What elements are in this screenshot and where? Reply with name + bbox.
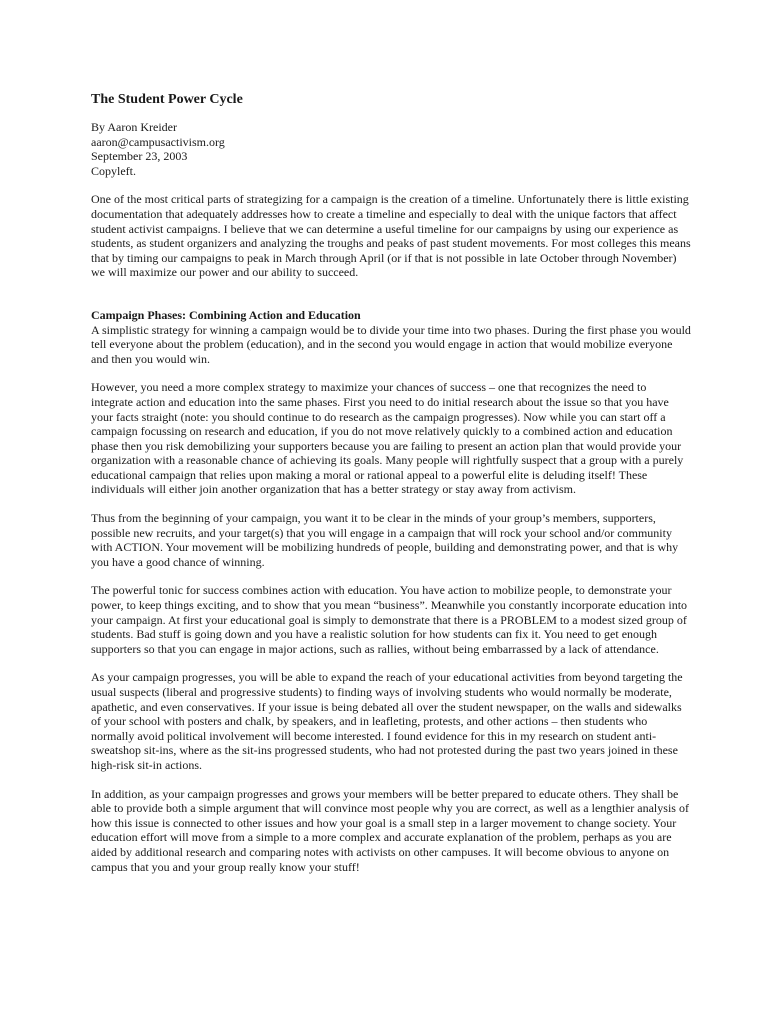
intro-paragraph: One of the most critical parts of strategizing for a campaign is the creation of a timeline. Unfortunately there is little existing documentation that adequately addresses how to create a timeline and especially to deal with the unique factors that affect student activist campaigns. I believe that we can determine a useful timeline for our campaigns by using our experience as students, as student organizers and analyzing the troughs and peaks of past student movements. For most colleges this means that by timing our campaigns to peak in March through April (or if that is not possible in late October through November) we will maximize our power and our ability to succeed. — [91, 192, 691, 280]
body-paragraph-5: As your campaign progresses, you will be able to expand the reach of your educational activities from beyond targeting the usual suspects (liberal and progressive students) to finding ways of involving students who would normally be moderate, apathetic, and even conservatives. If your issue is being debated all over the student newspaper, on the walls and sidewalks of your school with posters and chalk, by speakers, and in leafleting, protests, and other actions – then students who normally avoid political involvement will become interested. I found evidence for this in my research on student anti-sweatshop sit-ins, where as the sit-ins progressed students, who had not protested during the past two years joined in these high-risk sit-in actions. — [91, 670, 683, 772]
author-line: By Aaron Kreider — [91, 120, 177, 134]
body-paragraph-4: The powerful tonic for success combines action with education. You have action to mobilize people, to demonstrate your power, to keep things exciting, and to show that you mean “business”. Meanwhile you constantly incorporate education into your campaign. At first your educational goal is simply to demonstrate that there is a PROBLEM to a modest sized group of students. Bad stuff is going down and you have a realistic solution for how students can fix it. You need to get enough supporters so that you can engage in major actions, such as rallies, without being embarrassed by a lack of attendance. — [91, 583, 688, 656]
document-body — [91, 91, 691, 888]
section-heading: Campaign Phases: Combining Action and Education — [91, 307, 361, 322]
body-paragraph-6: In addition, as your campaign progresses and grows your members will be better prepared to educate others. They shall be able to provide both a simple argument that will convince most people why you are correct, as well as a lengthier analysis of how this issue is connected to other issues and how your goal is a small step in a larger movement to change society. Your education effort will move from a simple to a more complex and accurate explanation of the problem, perhaps as you are aided by additional research and comparing notes with activists on other campuses. It will become obvious to anyone on campus that you and your group really know your stuff! — [91, 786, 689, 874]
document-title: The Student Power Cycle — [91, 92, 243, 107]
publication-date: September 23, 2003 — [91, 149, 188, 164]
author-email: aaron@campusactivism.org — [91, 134, 225, 149]
license-line: Copyleft. — [91, 163, 136, 178]
body-paragraph-3: Thus from the beginning of your campaign, you want it to be clear in the minds of your group’s members, supporters, possible new recruits, and your target(s) that you will engage in a campaign that will rock your school and/or community with ACTION. Your movement will be mobilizing hundreds of people, building and demonstrating power, and that is why you have a good chance of winning. — [91, 511, 679, 569]
document-meta — [91, 120, 691, 178]
body-paragraph-2: However, you need a more complex strategy to maximize your chances of success – one that recognizes the need to integrate action and education into the same phases. First you need to do initial research about the issue so that you have your facts straight (note: you should continue to do research as the campaign progresses). Now while you can start off a campaign focussing on research and education, if you do not move relatively quickly to a combined action and education phase then you risk demobilizing your supporters because you are failing to present an action plan that would provide your organization with a reasonable chance of achieving its goals. Many people will rightfully suspect that a group with a purely educational campaign that relies upon making a moral or rational appeal to a powerful elite is deluding itself! These individuals will either join another organization that has a better strategy or stay away from activism. — [91, 380, 684, 497]
body-paragraph-1: A simplistic strategy for winning a campaign would be to divide your time into two phases. During the first phase you would tell everyone about the problem (education), and in the second you would engage in action that would mobilize everyone and then you would win. — [91, 322, 691, 366]
